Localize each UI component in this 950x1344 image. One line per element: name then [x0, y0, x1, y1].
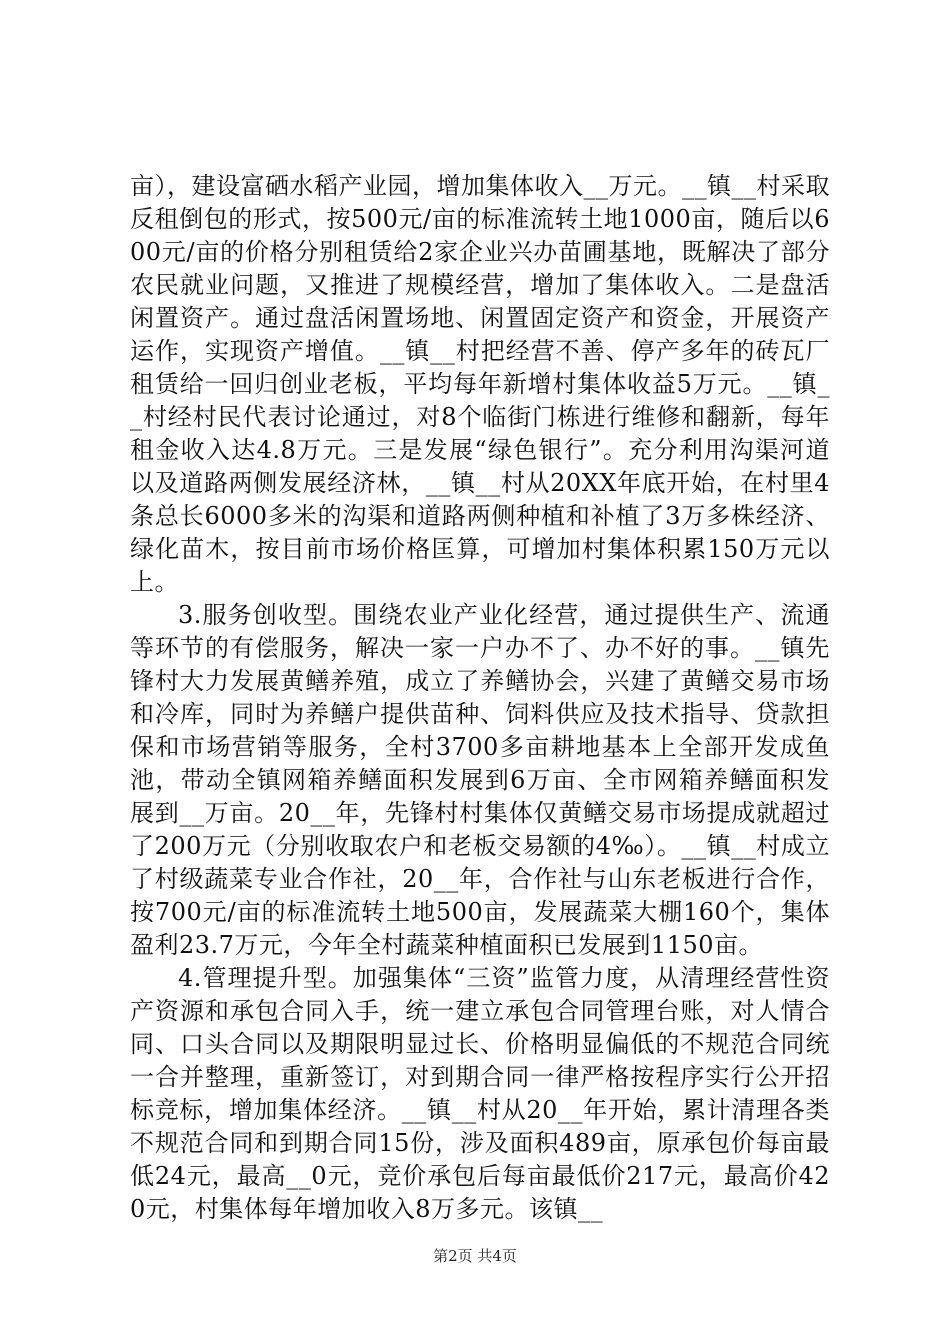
paragraph-collective-income: 亩），建设富硒水稻产业园，增加集体收入__万元。__镇__村采取反租倒包的形式，按500元/亩的标准流转土地1000亩，随后以600元/亩的价格分别租赁给2家企业兴办苗圃基地，既解决了部分农民就业问题，又推进了规模经营，增加了集体收入。二是盘活闲置资产。通过盘活闲置场地、闲置固定资产和资金，开展资产运作，实现资产增值。__镇__村把经营不善、停产多年的砖瓦厂租赁给一回归创业老板，平均每年新增村集体收益5万元。__镇__村经村民代表讨论通过，对8个临街门栋进行维修和翻新，每年租金收入达4.8万元。三是发展“绿色银行”。充分利用沟渠河道以及道路两侧发展经济林，__镇__村从20XX年底开始，在村里4条总长6000多米的沟渠和道路两侧种植和补植了3万多株经济、绿化苗木，按目前市场价格匡算，可增加村集体积累150万元以上。 [130, 172, 830, 596]
paragraph-management-upgrade: 4.管理提升型。加强集体“三资”监管力度，从清理经营性资产资源和承包合同入手，统一建立承包合同管理台账，对人情合同、口头合同以及期限明显过长、价格明显偏低的不规范合同统一合并整理，重新签订，对到期合同一律严格按程序实行公开招标竞标，增加集体经济。__镇__村从20__年开始，累计清理各类不规范合同和到期合同15份，涉及面积489亩，原承包价每亩最低24元，最高__0元，竞价承包后每亩最低价217元，最高价420元，村集体每年增加收入8万多元。该镇__ [130, 964, 830, 1223]
page-footer: 第2页 共4页 [433, 1247, 517, 1265]
paragraph-service-income: 3.服务创收型。围绕农业产业化经营，通过提供生产、流通等环节的有偿服务，解决一家一户办不了、办不好的事。__镇先锋村大力发展黄鳝养殖，成立了养鳝协会，兴建了黄鳝交易市场和冷库，同时为养鳝户提供苗种、饲料供应及技术指导、贷款担保和市场营销等服务，全村3700多亩耕地基本上全部开发成鱼池，带动全镇网箱养鳝面积发展到6万亩、全市网箱养鳝面积发展到__万亩。20__年，先锋村村集体仅黄鳝交易市场提成就超过了200万元（分别收取农户和老板交易额的4‰）。__镇__村成立了村级蔬菜专业合作社，20__年，合作社与山东老板进行合作，按700元/亩的标准流转土地500亩，发展蔬菜大棚160个，集体盈利23.7万元，今年全村蔬菜种植面积已发展到1150亩。 [130, 601, 830, 959]
document-body [130, 170, 830, 1226]
